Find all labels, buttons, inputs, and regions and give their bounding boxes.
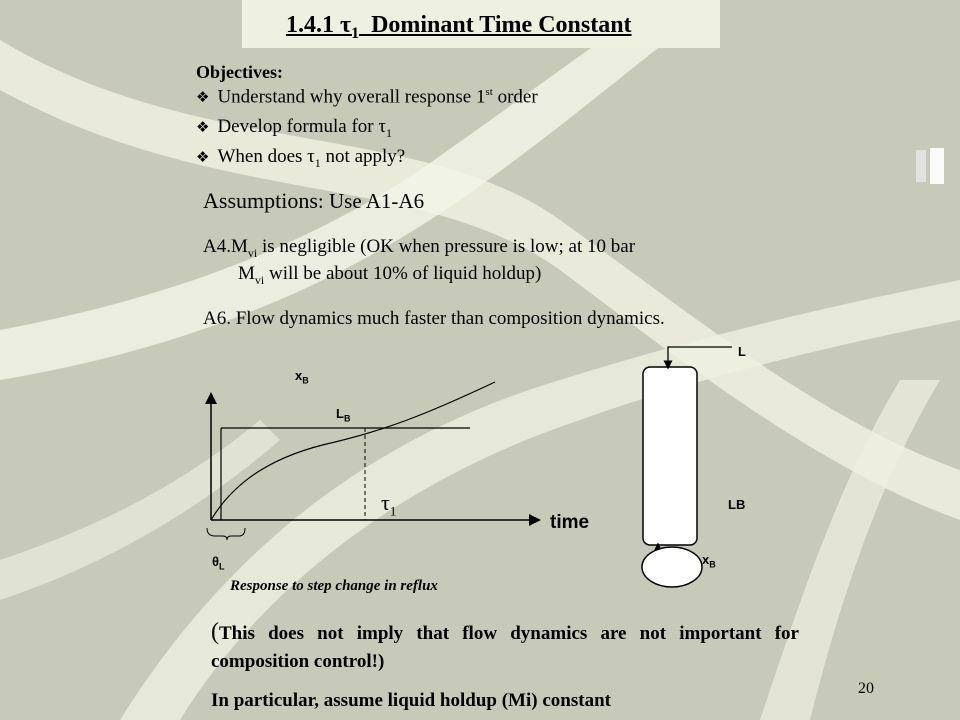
- reboiler: [642, 547, 702, 587]
- diamond-bullet-icon: ❖: [196, 148, 210, 166]
- note-paragraph: (This does not imply that flow dynamics are not important for composition control!): [211, 619, 799, 672]
- theta-label: $\theta_L$: [212, 554, 225, 572]
- figure-caption: Response to step change in reflux: [230, 578, 438, 594]
- diamond-bullet-icon: ❖: [196, 118, 210, 136]
- objective-item: ❖ Understand why overall response 1st order: [196, 86, 538, 108]
- tau-label: $\tau_1$: [381, 490, 397, 519]
- column-diagram: [630, 335, 750, 595]
- lb-label: $L_B$: [336, 406, 351, 424]
- diamond-bullet-icon: ❖: [196, 88, 210, 107]
- assumption-a6: A6. Flow dynamics much faster than composition dynamics.: [203, 308, 665, 329]
- objectives-heading: Objectives:: [196, 62, 283, 82]
- reflux-arrow: [668, 347, 732, 365]
- final-statement: In particular, assume liquid holdup (Mi) constant: [211, 690, 611, 711]
- assumption-a4-line1: $A4.M_{vi}$ is negligible (OK when pressure is low; at 10 bar: [203, 236, 636, 260]
- theta-brace: [207, 528, 245, 540]
- objective-item: ❖ Develop formula for $\tau_1$: [196, 116, 393, 140]
- assumptions-line: Assumptions: Use A1-A6: [203, 188, 425, 213]
- column-xb-label: $x_B$: [702, 552, 716, 570]
- column-lb-label: LB: [728, 497, 746, 512]
- assumption-a4-line2: $M_{vi}$ will be about 10% of liquid holdup): [238, 263, 542, 287]
- slide-title: 1.4.1 $\tau_1$ Dominant Time Constant: [286, 12, 632, 42]
- xb-curve: [211, 382, 495, 520]
- xb-label: $x_B$: [295, 368, 309, 386]
- objective-item: ❖ When does $\tau_1$ not apply?: [196, 146, 406, 170]
- page-number: 20: [858, 680, 874, 697]
- column-body: [643, 367, 697, 545]
- column-l-label: L: [738, 344, 746, 359]
- time-label: time: [550, 512, 590, 533]
